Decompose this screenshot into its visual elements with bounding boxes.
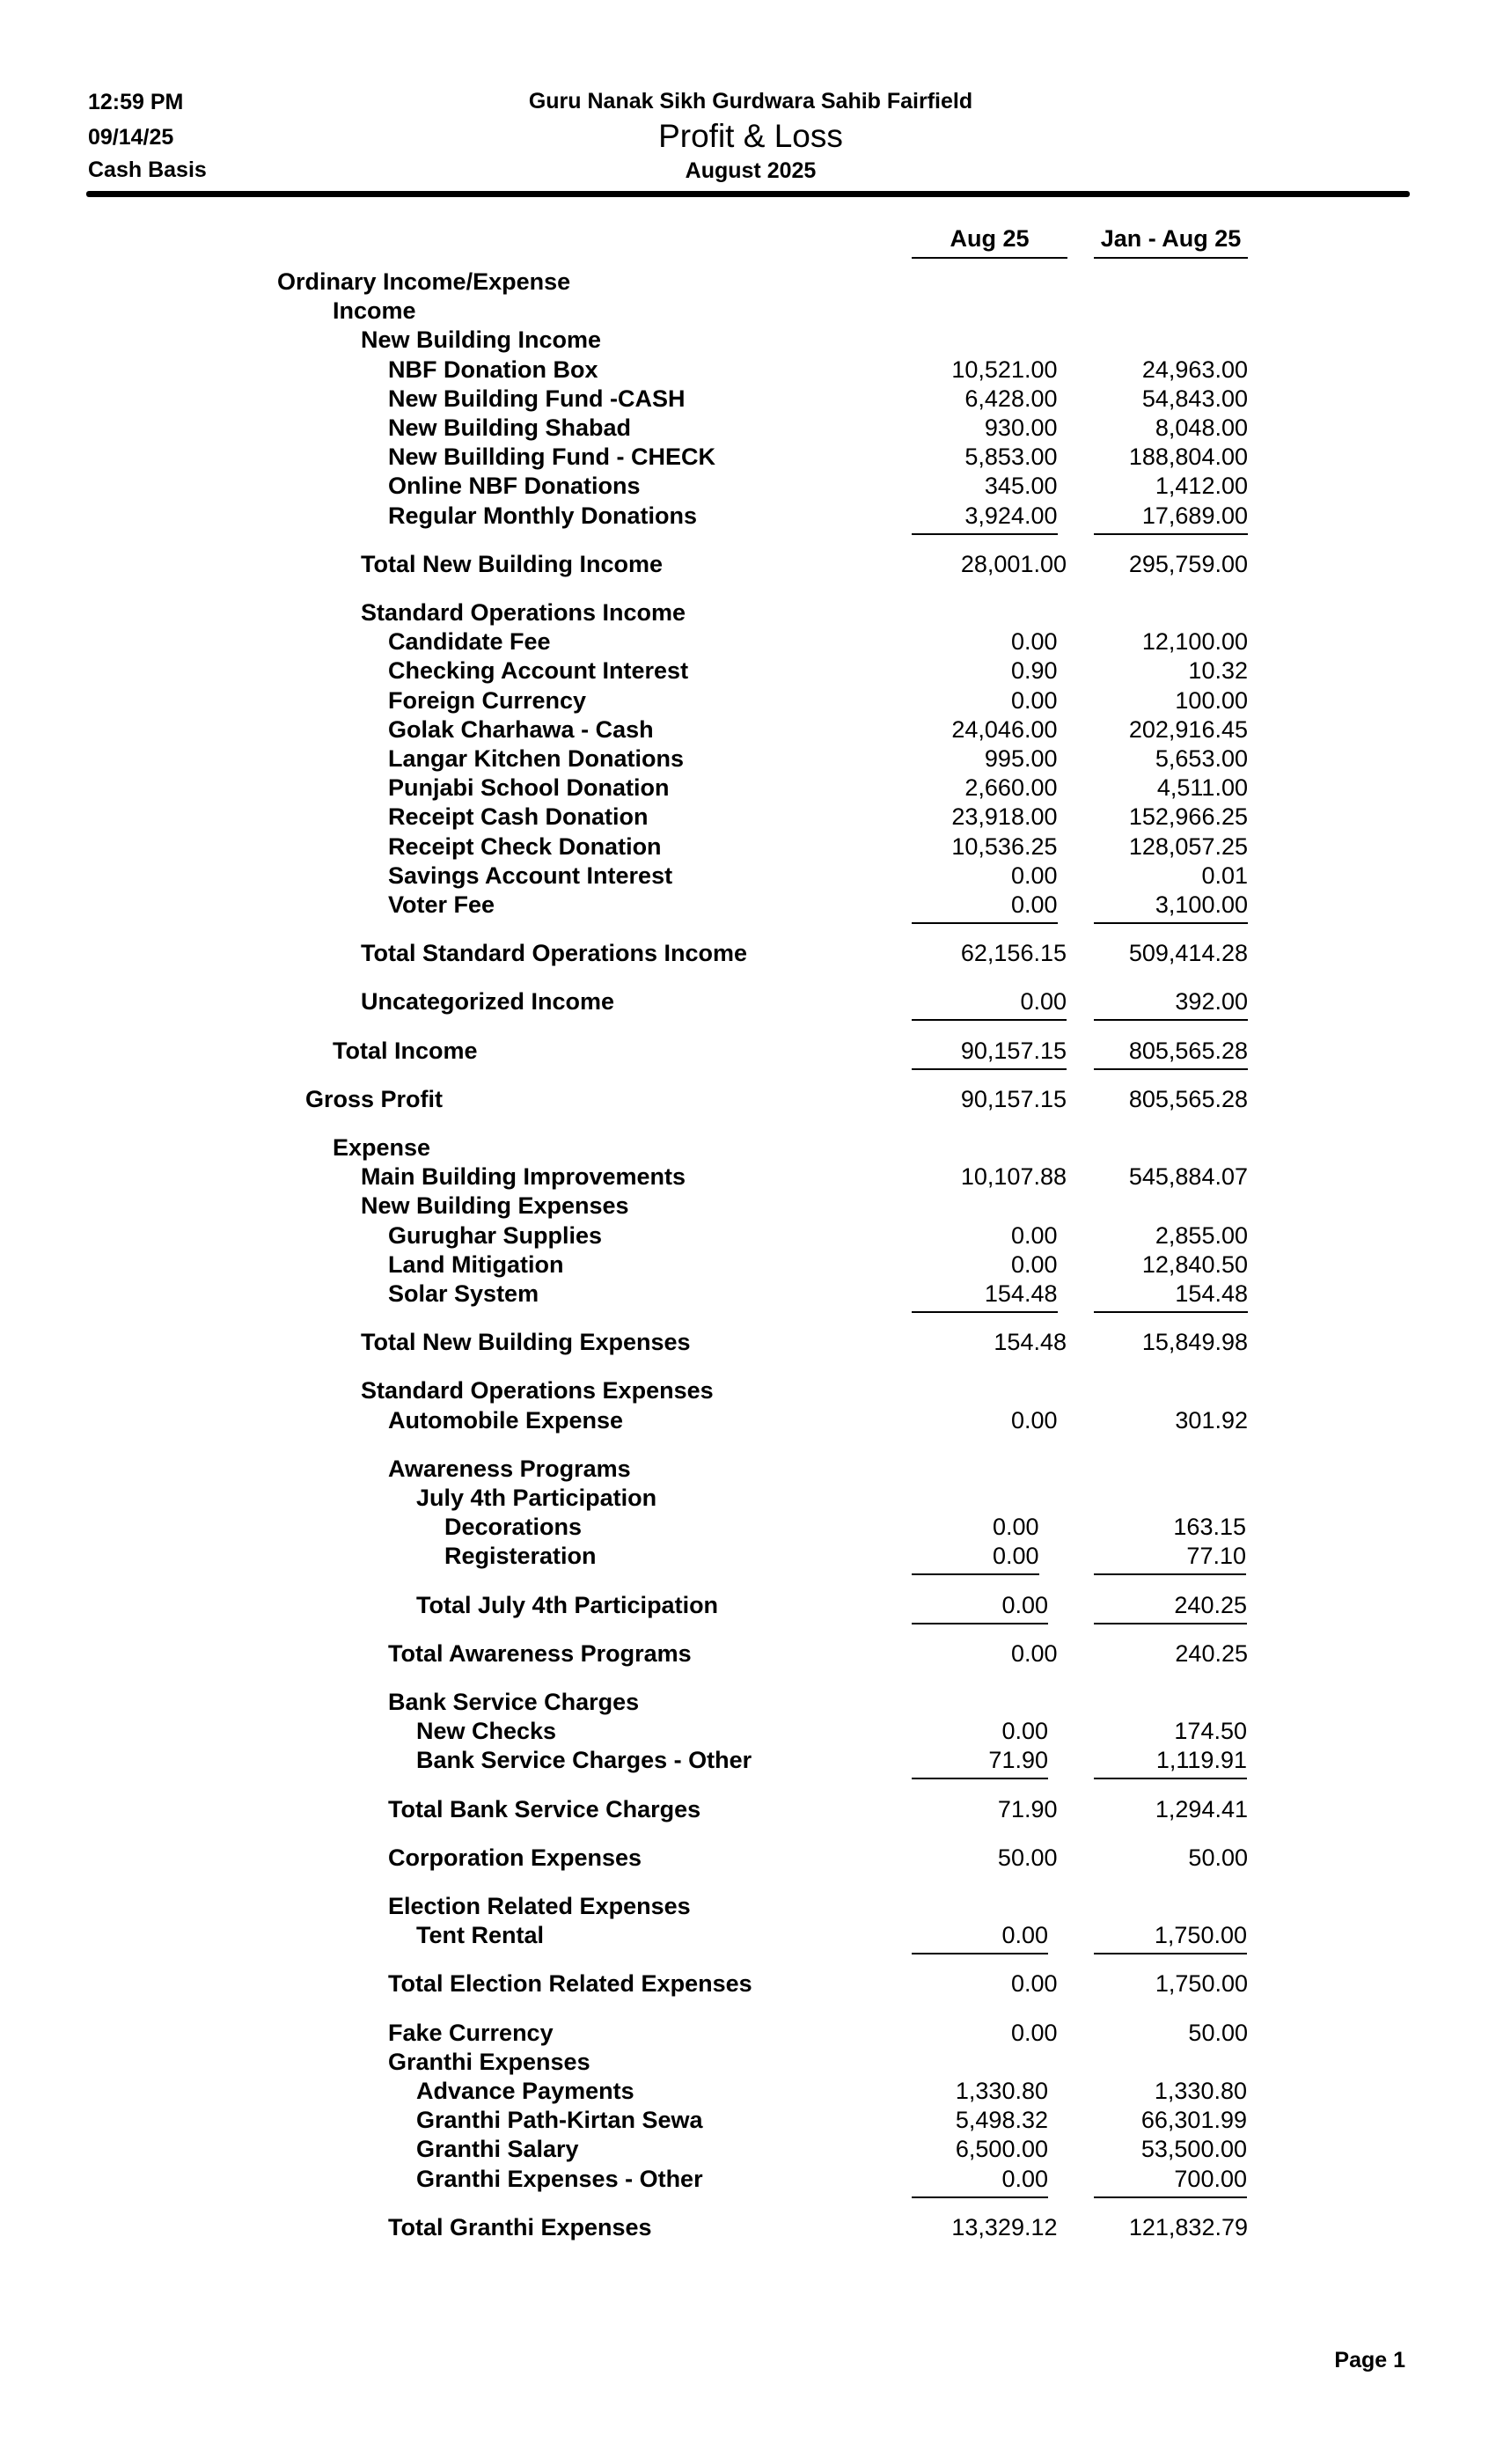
row-label: Standard Operations Income xyxy=(361,599,686,626)
value-aug-25: 0.00 xyxy=(1020,988,1067,1016)
value-aug-25: 28,001.00 xyxy=(960,550,1067,577)
value-aug-25: 10,536.25 xyxy=(951,832,1058,860)
subtotal-underline xyxy=(912,1068,1067,1070)
value-aug-25: 995.00 xyxy=(984,745,1058,772)
value-jan-aug-25: 54,843.00 xyxy=(1141,385,1248,412)
row-label: New Building Expenses xyxy=(361,1192,629,1220)
row-label: Granthi Salary xyxy=(416,2136,579,2163)
value-jan-aug-25: 10.32 xyxy=(1188,657,1248,685)
subtotal-underline xyxy=(1094,922,1248,924)
value-jan-aug-25: 50.00 xyxy=(1188,2019,1248,2046)
value-jan-aug-25: 202,916.45 xyxy=(1128,715,1248,743)
row-label: Gross Profit xyxy=(305,1085,444,1112)
value-aug-25: 0.00 xyxy=(992,1543,1039,1570)
subtotal-underline xyxy=(912,533,1058,535)
report-basis: Cash Basis xyxy=(88,158,207,182)
row-label: Total Election Related Expenses xyxy=(388,1970,752,1998)
value-jan-aug-25: 188,804.00 xyxy=(1128,444,1248,471)
row-label: Checking Account Interest xyxy=(388,657,689,685)
row-label: New Buillding Fund - CHECK xyxy=(388,444,715,471)
value-aug-25: 0.00 xyxy=(1010,2019,1058,2046)
report-time: 12:59 PM xyxy=(88,90,184,114)
value-jan-aug-25: 1,294.41 xyxy=(1155,1795,1248,1822)
value-aug-25: 0.00 xyxy=(1010,1639,1058,1667)
report-date: 09/14/25 xyxy=(88,125,174,150)
row-label: New Checks xyxy=(416,1718,557,1745)
value-jan-aug-25: 154.48 xyxy=(1175,1280,1248,1307)
subtotal-underline xyxy=(912,1311,1058,1313)
value-jan-aug-25: 163.15 xyxy=(1173,1514,1246,1541)
value-jan-aug-25: 5,653.00 xyxy=(1155,745,1248,772)
report-period: August 2025 xyxy=(685,158,817,183)
value-jan-aug-25: 700.00 xyxy=(1174,2165,1247,2192)
subtotal-underline xyxy=(1094,533,1248,535)
row-label: Granthi Expenses - Other xyxy=(416,2165,703,2192)
value-jan-aug-25: 100.00 xyxy=(1175,686,1248,714)
subtotal-underline xyxy=(912,1778,1048,1779)
value-aug-25: 0.00 xyxy=(1010,1970,1058,1998)
row-label: Langar Kitchen Donations xyxy=(388,745,685,772)
row-label: Registeration xyxy=(444,1543,597,1570)
subtotal-underline xyxy=(1094,1623,1247,1624)
column-header-jan-aug-25: Jan - Aug 25 xyxy=(1100,225,1242,252)
row-label: Bank Service Charges xyxy=(388,1689,640,1715)
value-jan-aug-25: 1,412.00 xyxy=(1155,473,1248,500)
row-label: Granthi Expenses xyxy=(388,2048,590,2075)
column-header-underline xyxy=(1094,257,1248,259)
value-jan-aug-25: 805,565.28 xyxy=(1128,1037,1248,1064)
row-label: Election Related Expenses xyxy=(388,1893,691,1919)
value-jan-aug-25: 128,057.25 xyxy=(1128,832,1248,860)
value-jan-aug-25: 152,966.25 xyxy=(1128,803,1248,831)
value-aug-25: 71.90 xyxy=(997,1795,1058,1822)
value-aug-25: 0.00 xyxy=(1010,891,1058,918)
value-jan-aug-25: 805,565.28 xyxy=(1128,1085,1248,1112)
row-label: Golak Charhawa - Cash xyxy=(388,715,654,743)
row-label: Total Bank Service Charges xyxy=(388,1795,701,1822)
row-label: Voter Fee xyxy=(388,891,495,918)
row-label: Receipt Cash Donation xyxy=(388,803,649,831)
value-jan-aug-25: 8,048.00 xyxy=(1155,414,1248,441)
value-aug-25: 0.00 xyxy=(1010,1250,1058,1278)
row-label: Punjabi School Donation xyxy=(388,774,670,802)
subtotal-underline xyxy=(1094,2196,1247,2198)
row-label: New Building Income xyxy=(361,326,602,354)
value-aug-25: 3,924.00 xyxy=(964,502,1058,529)
row-label: Total Awareness Programs xyxy=(388,1639,692,1667)
value-aug-25: 6,428.00 xyxy=(964,385,1058,412)
value-aug-25: 0.00 xyxy=(1010,1221,1058,1249)
value-aug-25: 0.00 xyxy=(1010,862,1058,889)
value-jan-aug-25: 392.00 xyxy=(1175,988,1248,1016)
row-label: Granthi Path-Kirtan Sewa xyxy=(416,2107,703,2134)
value-aug-25: 345.00 xyxy=(984,473,1058,500)
report-title: Profit & Loss xyxy=(658,118,843,154)
subtotal-underline xyxy=(1094,1311,1248,1313)
value-jan-aug-25: 240.25 xyxy=(1175,1639,1248,1667)
value-jan-aug-25: 0.01 xyxy=(1201,862,1248,889)
value-aug-25: 0.00 xyxy=(1010,628,1058,656)
column-header-aug-25: Aug 25 xyxy=(950,225,1030,252)
value-jan-aug-25: 240.25 xyxy=(1174,1591,1247,1618)
row-label: Uncategorized Income xyxy=(361,988,615,1016)
value-aug-25: 90,157.15 xyxy=(960,1085,1067,1112)
value-aug-25: 10,107.88 xyxy=(960,1163,1067,1191)
value-aug-25: 0.00 xyxy=(1001,1922,1048,1949)
value-jan-aug-25: 1,750.00 xyxy=(1154,1922,1247,1949)
subtotal-underline xyxy=(1094,1019,1248,1021)
row-label: Solar System xyxy=(388,1280,539,1307)
row-label: Standard Operations Expenses xyxy=(361,1377,714,1404)
value-jan-aug-25: 174.50 xyxy=(1174,1718,1247,1745)
row-label: NBF Donation Box xyxy=(388,356,598,383)
row-label: Decorations xyxy=(444,1514,583,1541)
value-aug-25: 71.90 xyxy=(988,1747,1048,1774)
row-label: Main Building Improvements xyxy=(361,1163,686,1191)
value-aug-25: 13,329.12 xyxy=(951,2213,1058,2240)
row-label: July 4th Participation xyxy=(416,1485,657,1511)
subtotal-underline xyxy=(912,1953,1048,1954)
value-jan-aug-25: 509,414.28 xyxy=(1128,940,1248,967)
row-label: Online NBF Donations xyxy=(388,473,641,500)
row-label: Total Standard Operations Income xyxy=(361,940,748,967)
value-aug-25: 0.00 xyxy=(1010,1406,1058,1434)
value-aug-25: 0.00 xyxy=(1001,1718,1048,1745)
row-label: Ordinary Income/Expense xyxy=(277,268,571,295)
value-jan-aug-25: 545,884.07 xyxy=(1128,1163,1248,1191)
value-aug-25: 154.48 xyxy=(984,1280,1058,1307)
subtotal-underline xyxy=(1094,1778,1247,1779)
row-label: Total Granthi Expenses xyxy=(388,2213,652,2240)
value-aug-25: 2,660.00 xyxy=(964,774,1058,802)
row-label: Tent Rental xyxy=(416,1922,545,1949)
value-jan-aug-25: 121,832.79 xyxy=(1128,2213,1248,2240)
subtotal-underline xyxy=(912,922,1058,924)
row-label: Bank Service Charges - Other xyxy=(416,1747,752,1774)
value-jan-aug-25: 17,689.00 xyxy=(1141,502,1248,529)
value-jan-aug-25: 1,119.91 xyxy=(1155,1747,1247,1774)
value-jan-aug-25: 301.92 xyxy=(1175,1406,1248,1434)
value-aug-25: 0.00 xyxy=(992,1514,1039,1541)
value-jan-aug-25: 4,511.00 xyxy=(1156,774,1248,802)
value-aug-25: 10,521.00 xyxy=(951,356,1058,383)
value-aug-25: 0.90 xyxy=(1010,657,1058,685)
value-jan-aug-25: 12,100.00 xyxy=(1141,628,1248,656)
subtotal-underline xyxy=(912,2196,1048,2198)
row-label: Advance Payments xyxy=(416,2078,634,2104)
value-jan-aug-25: 1,330.80 xyxy=(1154,2078,1247,2104)
value-aug-25: 24,046.00 xyxy=(951,715,1058,743)
value-jan-aug-25: 15,849.98 xyxy=(1141,1329,1248,1356)
value-jan-aug-25: 77.10 xyxy=(1186,1543,1246,1570)
row-label: Expense xyxy=(333,1134,431,1161)
row-label: Automobile Expense xyxy=(388,1406,624,1434)
row-label: Total New Building Expenses xyxy=(361,1329,691,1356)
column-header-underline xyxy=(912,257,1067,259)
value-jan-aug-25: 3,100.00 xyxy=(1155,891,1248,918)
row-label: Savings Account Interest xyxy=(388,862,673,889)
value-jan-aug-25: 12,840.50 xyxy=(1141,1250,1248,1278)
row-label: Receipt Check Donation xyxy=(388,832,662,860)
value-aug-25: 23,918.00 xyxy=(951,803,1058,831)
value-jan-aug-25: 53,500.00 xyxy=(1140,2136,1247,2163)
value-jan-aug-25: 2,855.00 xyxy=(1155,1221,1248,1249)
row-label: Gurughar Supplies xyxy=(388,1221,603,1249)
value-jan-aug-25: 50.00 xyxy=(1188,1844,1248,1871)
row-label: New Building Fund -CASH xyxy=(388,385,686,412)
value-jan-aug-25: 295,759.00 xyxy=(1128,550,1248,577)
row-label: New Building Shabad xyxy=(388,414,632,441)
row-label: Corporation Expenses xyxy=(388,1844,642,1871)
value-jan-aug-25: 66,301.99 xyxy=(1140,2107,1247,2134)
subtotal-underline xyxy=(1094,1953,1247,1954)
value-aug-25: 90,157.15 xyxy=(960,1037,1067,1064)
value-aug-25: 5,853.00 xyxy=(964,444,1058,471)
value-jan-aug-25: 24,963.00 xyxy=(1141,356,1248,383)
company-name: Guru Nanak Sikh Gurdwara Sahib Fairfield xyxy=(528,89,973,114)
row-label: Candidate Fee xyxy=(388,628,551,656)
value-aug-25: 0.00 xyxy=(1001,2165,1048,2192)
row-label: Foreign Currency xyxy=(388,686,587,714)
subtotal-underline xyxy=(912,1573,1039,1575)
value-aug-25: 930.00 xyxy=(984,414,1058,441)
row-label: Total July 4th Participation xyxy=(416,1591,719,1618)
row-label: Land Mitigation xyxy=(388,1250,564,1278)
row-label: Total Income xyxy=(333,1037,478,1064)
value-aug-25: 0.00 xyxy=(1010,686,1058,714)
value-aug-25: 50.00 xyxy=(997,1844,1058,1871)
value-aug-25: 5,498.32 xyxy=(955,2107,1048,2134)
subtotal-underline xyxy=(912,1623,1048,1624)
value-aug-25: 62,156.15 xyxy=(960,940,1067,967)
header-rule xyxy=(86,191,1410,197)
row-label: Fake Currency xyxy=(388,2019,554,2046)
subtotal-underline xyxy=(1094,1573,1246,1575)
value-aug-25: 0.00 xyxy=(1001,1591,1048,1618)
subtotal-underline xyxy=(912,1019,1067,1021)
subtotal-underline xyxy=(1094,1068,1248,1070)
row-label: Regular Monthly Donations xyxy=(388,502,697,529)
row-label: Awareness Programs xyxy=(388,1455,631,1482)
row-label: Income xyxy=(333,297,416,325)
value-aug-25: 6,500.00 xyxy=(955,2136,1048,2163)
value-aug-25: 154.48 xyxy=(994,1329,1067,1356)
value-aug-25: 1,330.80 xyxy=(955,2078,1048,2104)
page-number: Page 1 xyxy=(1334,2348,1405,2372)
row-label: Total New Building Income xyxy=(361,550,664,577)
value-jan-aug-25: 1,750.00 xyxy=(1155,1970,1248,1998)
